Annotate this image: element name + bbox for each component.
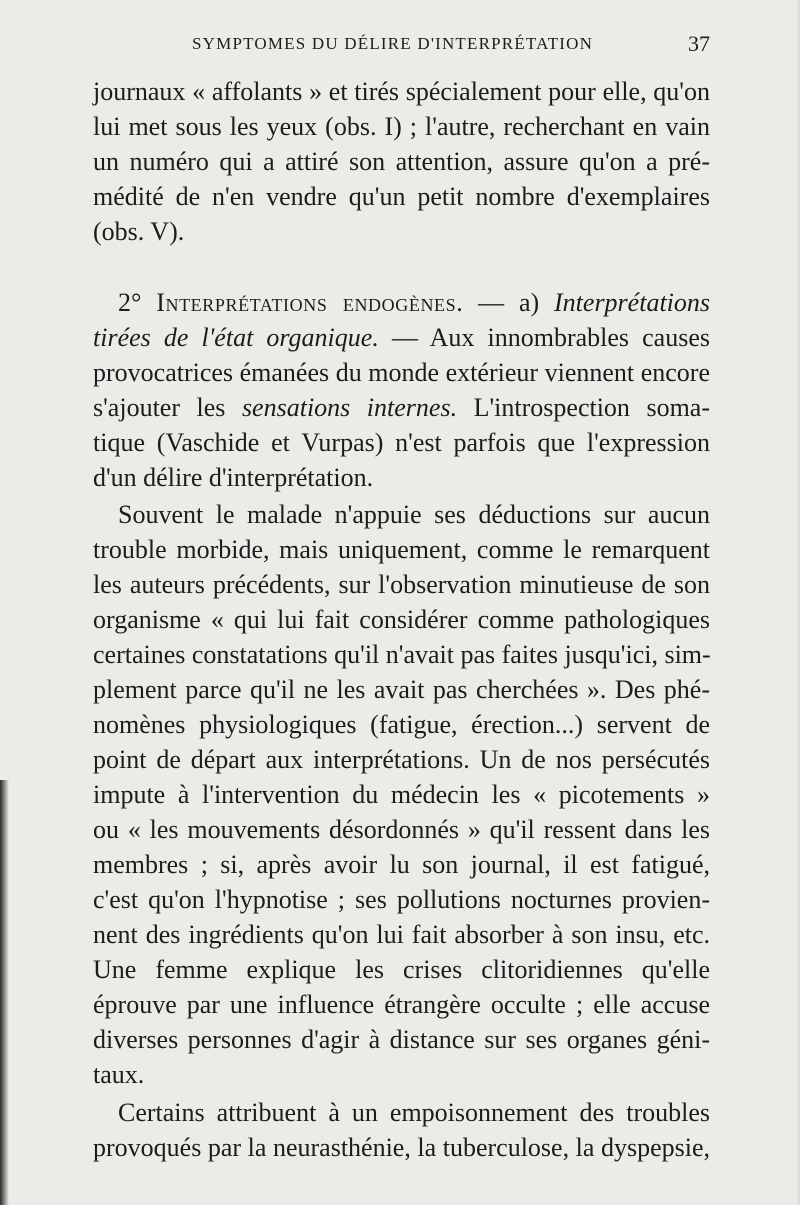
page-header [96,31,710,64]
running-title: SYMPTOMES DU DÉLIRE D'INTERPRÉTATION [192,34,594,53]
text-line: nent des ingrédients qu'on lui fait absorber à son insu, etc. [93,920,710,949]
text-line: lui met sous les yeux (obs. I) ; l'autre, recherchant en vain [93,112,710,141]
page-edge [796,0,800,1205]
text-line: (obs. V). [93,217,185,246]
text-span: L'introspection soma- [457,393,710,422]
text-span: — Aux innombrables causes [378,323,710,352]
text-line: taux. [93,1060,145,1089]
text-line: tique (Vaschide et Vurpas) n'est parfois que l'expression [93,428,710,457]
text-line [93,321,710,355]
text-line: un numéro qui a attiré son attention, assure qu'on a pré- [93,147,710,176]
paragraph-first-line: Certains attribuent à un empoisonnement des troubles [118,1098,710,1127]
text-line: certaines constatations qu'il n'avait pas faites jusqu'ici, sim- [93,640,711,669]
text-line: organisme « qui lui fait considérer comme pathologiques [93,605,710,634]
page-number: 37 [688,31,710,56]
subsection-marker: — a) [463,288,555,317]
text-line: éprouve par une influence étrangère occulte ; elle accuse [93,990,710,1019]
text-line: nomènes physiologiques (fatigue, érection...) servent de [93,710,710,739]
subsection-title-part: Interprétations [554,288,711,317]
text-span: s'ajouter les [93,393,242,422]
text-line [93,391,710,425]
subsection-title-part: tirées de l'état organique. [93,323,379,352]
text-line: Une femme explique les crises clitoridiennes qu'elle [93,955,710,984]
section-title: Interprétations endogènes. [156,288,464,317]
text-line: point de départ aux interprétations. Un de nos persécutés [93,745,710,774]
text-line: trouble morbide, mais uniquement, comme le remarquent [93,535,710,564]
text-line: c'est qu'on l'hypnotise ; ses pollutions nocturnes provien- [93,885,710,914]
text-line: médité de n'en vendre qu'un petit nombre d'exemplaires [93,182,710,211]
text-line: diverses personnes d'agir à distance sur ses organes géni- [93,1025,710,1054]
text-line: les auteurs précédents, sur l'observation minutieuse de son [93,570,710,599]
text-line: impute à l'intervention du médecin les « picotements » [93,780,710,809]
text-line: provocatrices émanées du monde extérieur viennent encore [93,358,710,387]
section-number: 2° [118,288,157,317]
text-line: membres ; si, après avoir lu son journal, il est fatigué, [93,850,710,879]
text-line: provoqués par la neurasthénie, la tuberculose, la dyspepsie, [93,1133,710,1162]
binding-shadow [0,780,9,1205]
text-line: plement parce qu'il ne les avait pas cherchées ». Des phé- [93,675,710,704]
text-line: journaux « affolants » et tirés spécialement pour elle, qu'on [93,77,710,106]
section-heading-line [118,286,710,320]
emphasis-text: sensations internes. [241,393,458,422]
text-line: ou « les mouvements désordonnés » qu'il ressent dans les [93,815,710,844]
text-line: d'un délire d'interprétation. [93,463,374,492]
paragraph-first-line: Souvent le malade n'appuie ses déductions sur aucun [118,500,710,529]
